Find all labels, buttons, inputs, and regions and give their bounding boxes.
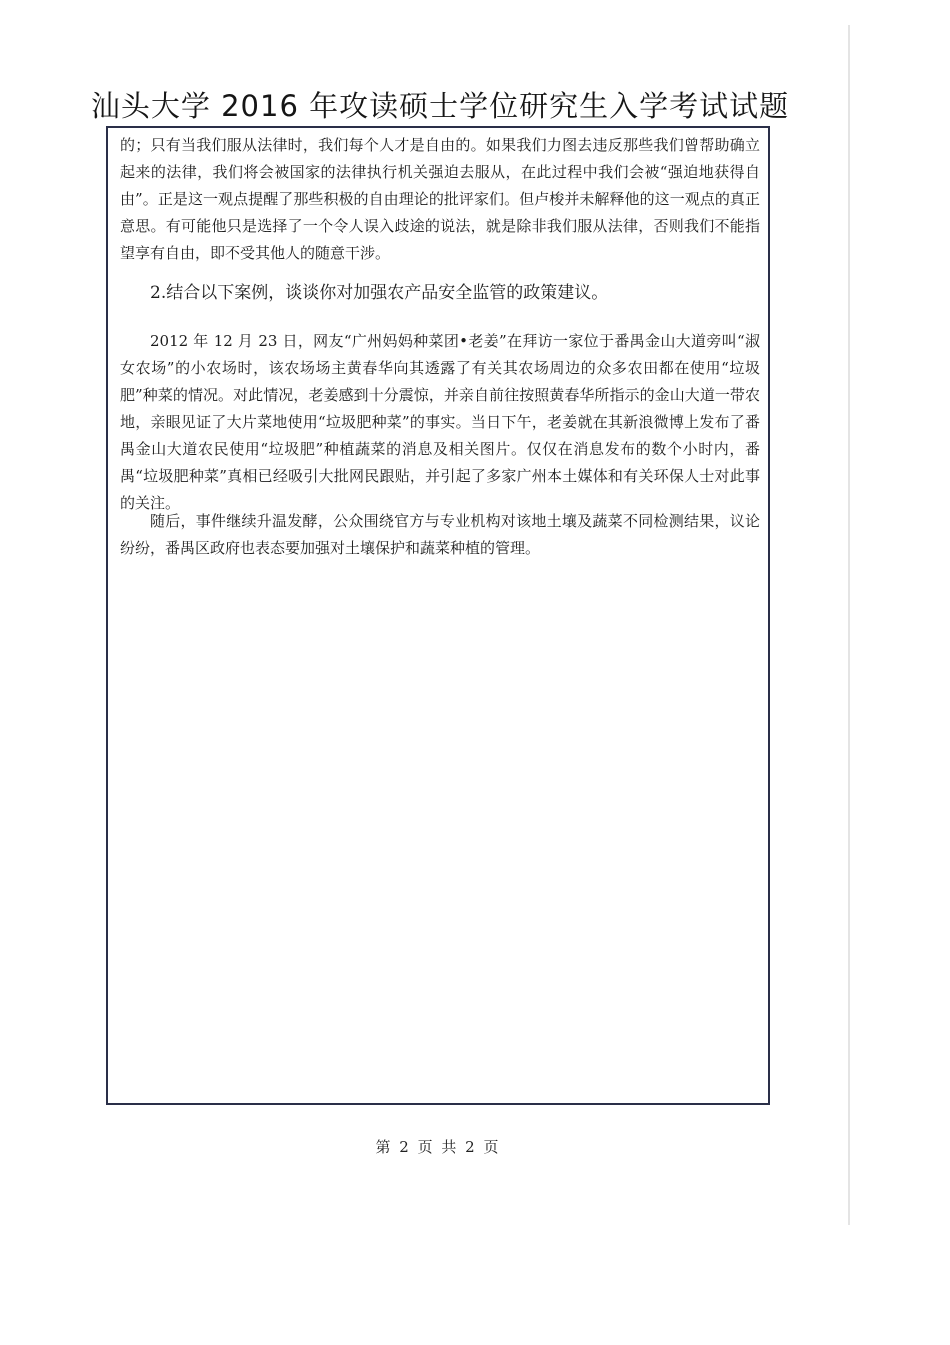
case-paragraph-2: 随后，事件继续升温发酵，公众围绕官方与专业机构对该地土壤及蔬菜不同检测结果，议论纷纷，番禺区政府也表态要加强对土壤保护和蔬菜种植的管理。: [120, 512, 760, 557]
content-box: [106, 126, 770, 1105]
case-paragraph-1: 2012 年 12 月 23 日，网友“广州妈妈种菜团•老姜”在拜访一家位于番禺金山大道旁叫“淑女农场”的小农场时，该农场场主黄春华向其透露了有关其农场周边的众多农田都在使用“垃圾肥”种菜的情况。对此情况，老姜感到十分震惊，并亲自前往按照黄春华所指示的金山大道一带农地，亲眼见证了大片菜地使用“垃圾肥种菜”的事实。当日下午，老姜就在其新浪微博上发布了番禺金山大道农民使用“垃圾肥”种植蔬菜的消息及相关图片。仅仅在消息发布的数个小时内，番禺“垃圾肥种菜”真相已经吸引大批网民跟贴，并引起了多家广州本土媒体和有关环保人士对此事的关注。: [120, 332, 760, 512]
page-number: 第 2 页 共 2 页: [375, 1138, 501, 1156]
exam-title: 汕头大学 2016 年攻读硕士学位研究生入学考试试题: [90, 89, 790, 123]
scan-edge-line: [848, 25, 850, 1225]
continued-paragraph: 的；只有当我们服从法律时，我们每个人才是自由的。如果我们力图去违反那些我们曾帮助确立起来的法律，我们将会被国家的法律执行机关强迫去服从，在此过程中我们会被“强迫地获得自由”。正是这一观点提醒了那些积极的自由理论的批评家们。但卢梭并未解释他的这一观点的真正意思。有可能他只是选择了一个令人误入歧途的说法，就是除非我们服从法律，否则我们不能指望享有自由，即不受其他人的随意干涉。: [120, 136, 760, 262]
question-2: 2.结合以下案例，谈谈你对加强农产品安全监管的政策建议。: [150, 283, 609, 303]
